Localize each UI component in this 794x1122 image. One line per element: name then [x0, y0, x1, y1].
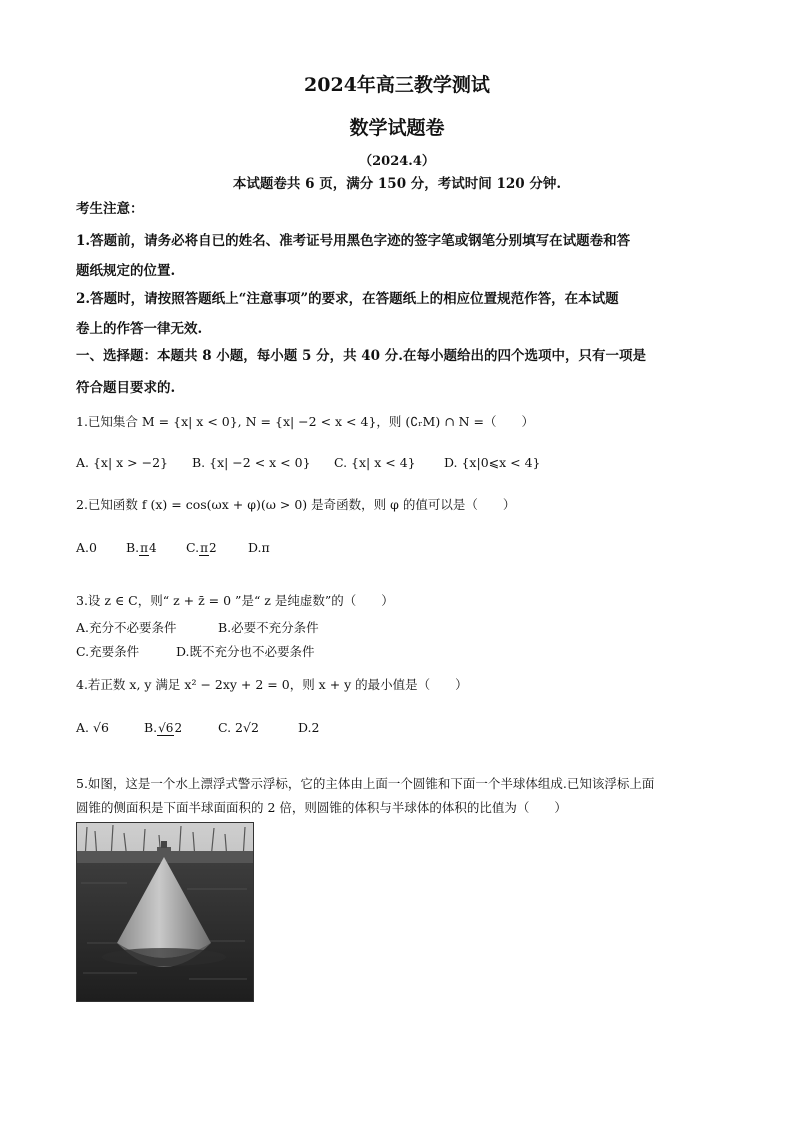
question-4-option-b-denominator: 2	[174, 721, 183, 735]
notice-heading: 考生注意：	[76, 201, 144, 217]
question-4-option-b-prefix: B.	[143, 720, 158, 735]
notice-item-2	[76, 284, 726, 344]
question-1-option-c: C. {x| x < 4}	[333, 455, 416, 470]
question-2-option-c-numerator: π	[200, 541, 208, 555]
exam-intro: 本试题卷共 6 页，满分 150 分，考试时间 120 分钟.	[232, 176, 562, 192]
question-5-line-2: 圆锥的侧面积是下面半球面面积的 2 倍，则圆锥的体积与半球体的体积的比值为（ ）	[76, 800, 567, 815]
buoy-photo	[76, 822, 254, 1002]
exam-date: （2024.4）	[359, 154, 435, 169]
question-2-option-c-denominator: 2	[208, 541, 217, 555]
question-1-text: 1.已知集合 M = {x| x < 0}, N = {x| −2 < x < 4}，则 (∁ᵣM) ∩ N =（ ）	[76, 414, 535, 429]
exam-subtitle: 数学试题卷	[349, 117, 445, 139]
question-1-option-b: B. {x| −2 < x < 0}	[191, 455, 311, 470]
question-4-options	[76, 720, 319, 736]
question-2-option-b-fraction	[139, 541, 157, 556]
question-4-option-b	[144, 720, 214, 736]
question-2-option-d: D.π	[247, 540, 270, 555]
section-heading-line-1: 一、选择题：本题共 8 小题，每小题 5 分，共 40 分.在每小题给出的四个选项中，只有一项是	[76, 348, 646, 364]
question-1-options	[76, 455, 541, 470]
notice-item-1	[76, 226, 726, 286]
question-5-line-1: 5.如图，这是一个水上漂浮式警示浮标，它的主体由上面一个圆锥和下面一个半球体组成.已知该浮标上面	[76, 776, 655, 791]
notice-item-1-line-2: 题纸规定的位置.	[76, 263, 176, 279]
question-4-option-d: D.2	[297, 720, 320, 735]
question-4-text: 4.若正数 x, y 满足 x² − 2xy + 2 = 0，则 x + y 的最小值是（ ）	[76, 677, 468, 692]
question-1-option-d: D. {x|0⩽x < 4}	[443, 455, 541, 470]
question-1-option-a: A. {x| x > −2}	[76, 455, 169, 470]
question-5-text	[76, 772, 722, 820]
question-4-option-a: A. √6	[76, 720, 109, 735]
question-3-option-d: D.既不充分也不必要条件	[175, 644, 315, 659]
question-2-option-b-prefix: B.	[125, 540, 140, 555]
question-2-option-b-numerator: π	[140, 541, 149, 555]
question-3-option-b: B.必要不充分条件	[217, 620, 319, 635]
question-2-options	[76, 540, 270, 556]
question-3-options-row-2	[76, 642, 315, 660]
question-2-option-b	[126, 540, 182, 556]
question-2-option-b-denominator: 4	[149, 541, 157, 555]
question-2-option-c	[186, 540, 244, 556]
question-4-option-b-fraction	[157, 721, 182, 736]
question-2-option-a: A.0	[76, 540, 97, 555]
notice-item-2-line-2: 卷上的作答一律无效.	[76, 321, 203, 337]
question-3-options-row-1	[76, 618, 319, 636]
notice-item-1-line-1: 1.答题前，请务必将自已的姓名、准考证号用黑色字迹的签字笔或钢笔分别填写在试题卷和答	[76, 233, 631, 249]
question-3-option-a: A.充分不必要条件	[76, 620, 177, 635]
question-2-text: 2.已知函数 f (x) = cos(ωx + φ)(ω > 0) 是奇函数，则 φ 的值可以是（ ）	[76, 497, 516, 512]
notice-item-2-line-1: 2.答题时，请按照答题纸上“注意事项”的要求，在答题纸上的相应位置规范作答，在本试题	[76, 291, 619, 307]
question-2-option-c-prefix: C.	[185, 540, 200, 555]
buoy-photo-illustration	[77, 823, 253, 1001]
question-3-option-c: C.充要条件	[76, 644, 140, 659]
exam-title: 2024年高三教学测试	[304, 74, 490, 96]
question-4-option-c: C. 2√2	[217, 720, 259, 735]
question-2-option-c-fraction	[199, 541, 217, 556]
section-heading	[76, 340, 726, 404]
question-3-text: 3.设 z ∈ C，则“ z + z̄ = 0 ”是“ z 是纯虚数”的（ ）	[76, 593, 394, 608]
section-heading-line-2: 符合题目要求的.	[76, 380, 176, 396]
question-4-option-b-numerator: √6	[158, 721, 174, 735]
